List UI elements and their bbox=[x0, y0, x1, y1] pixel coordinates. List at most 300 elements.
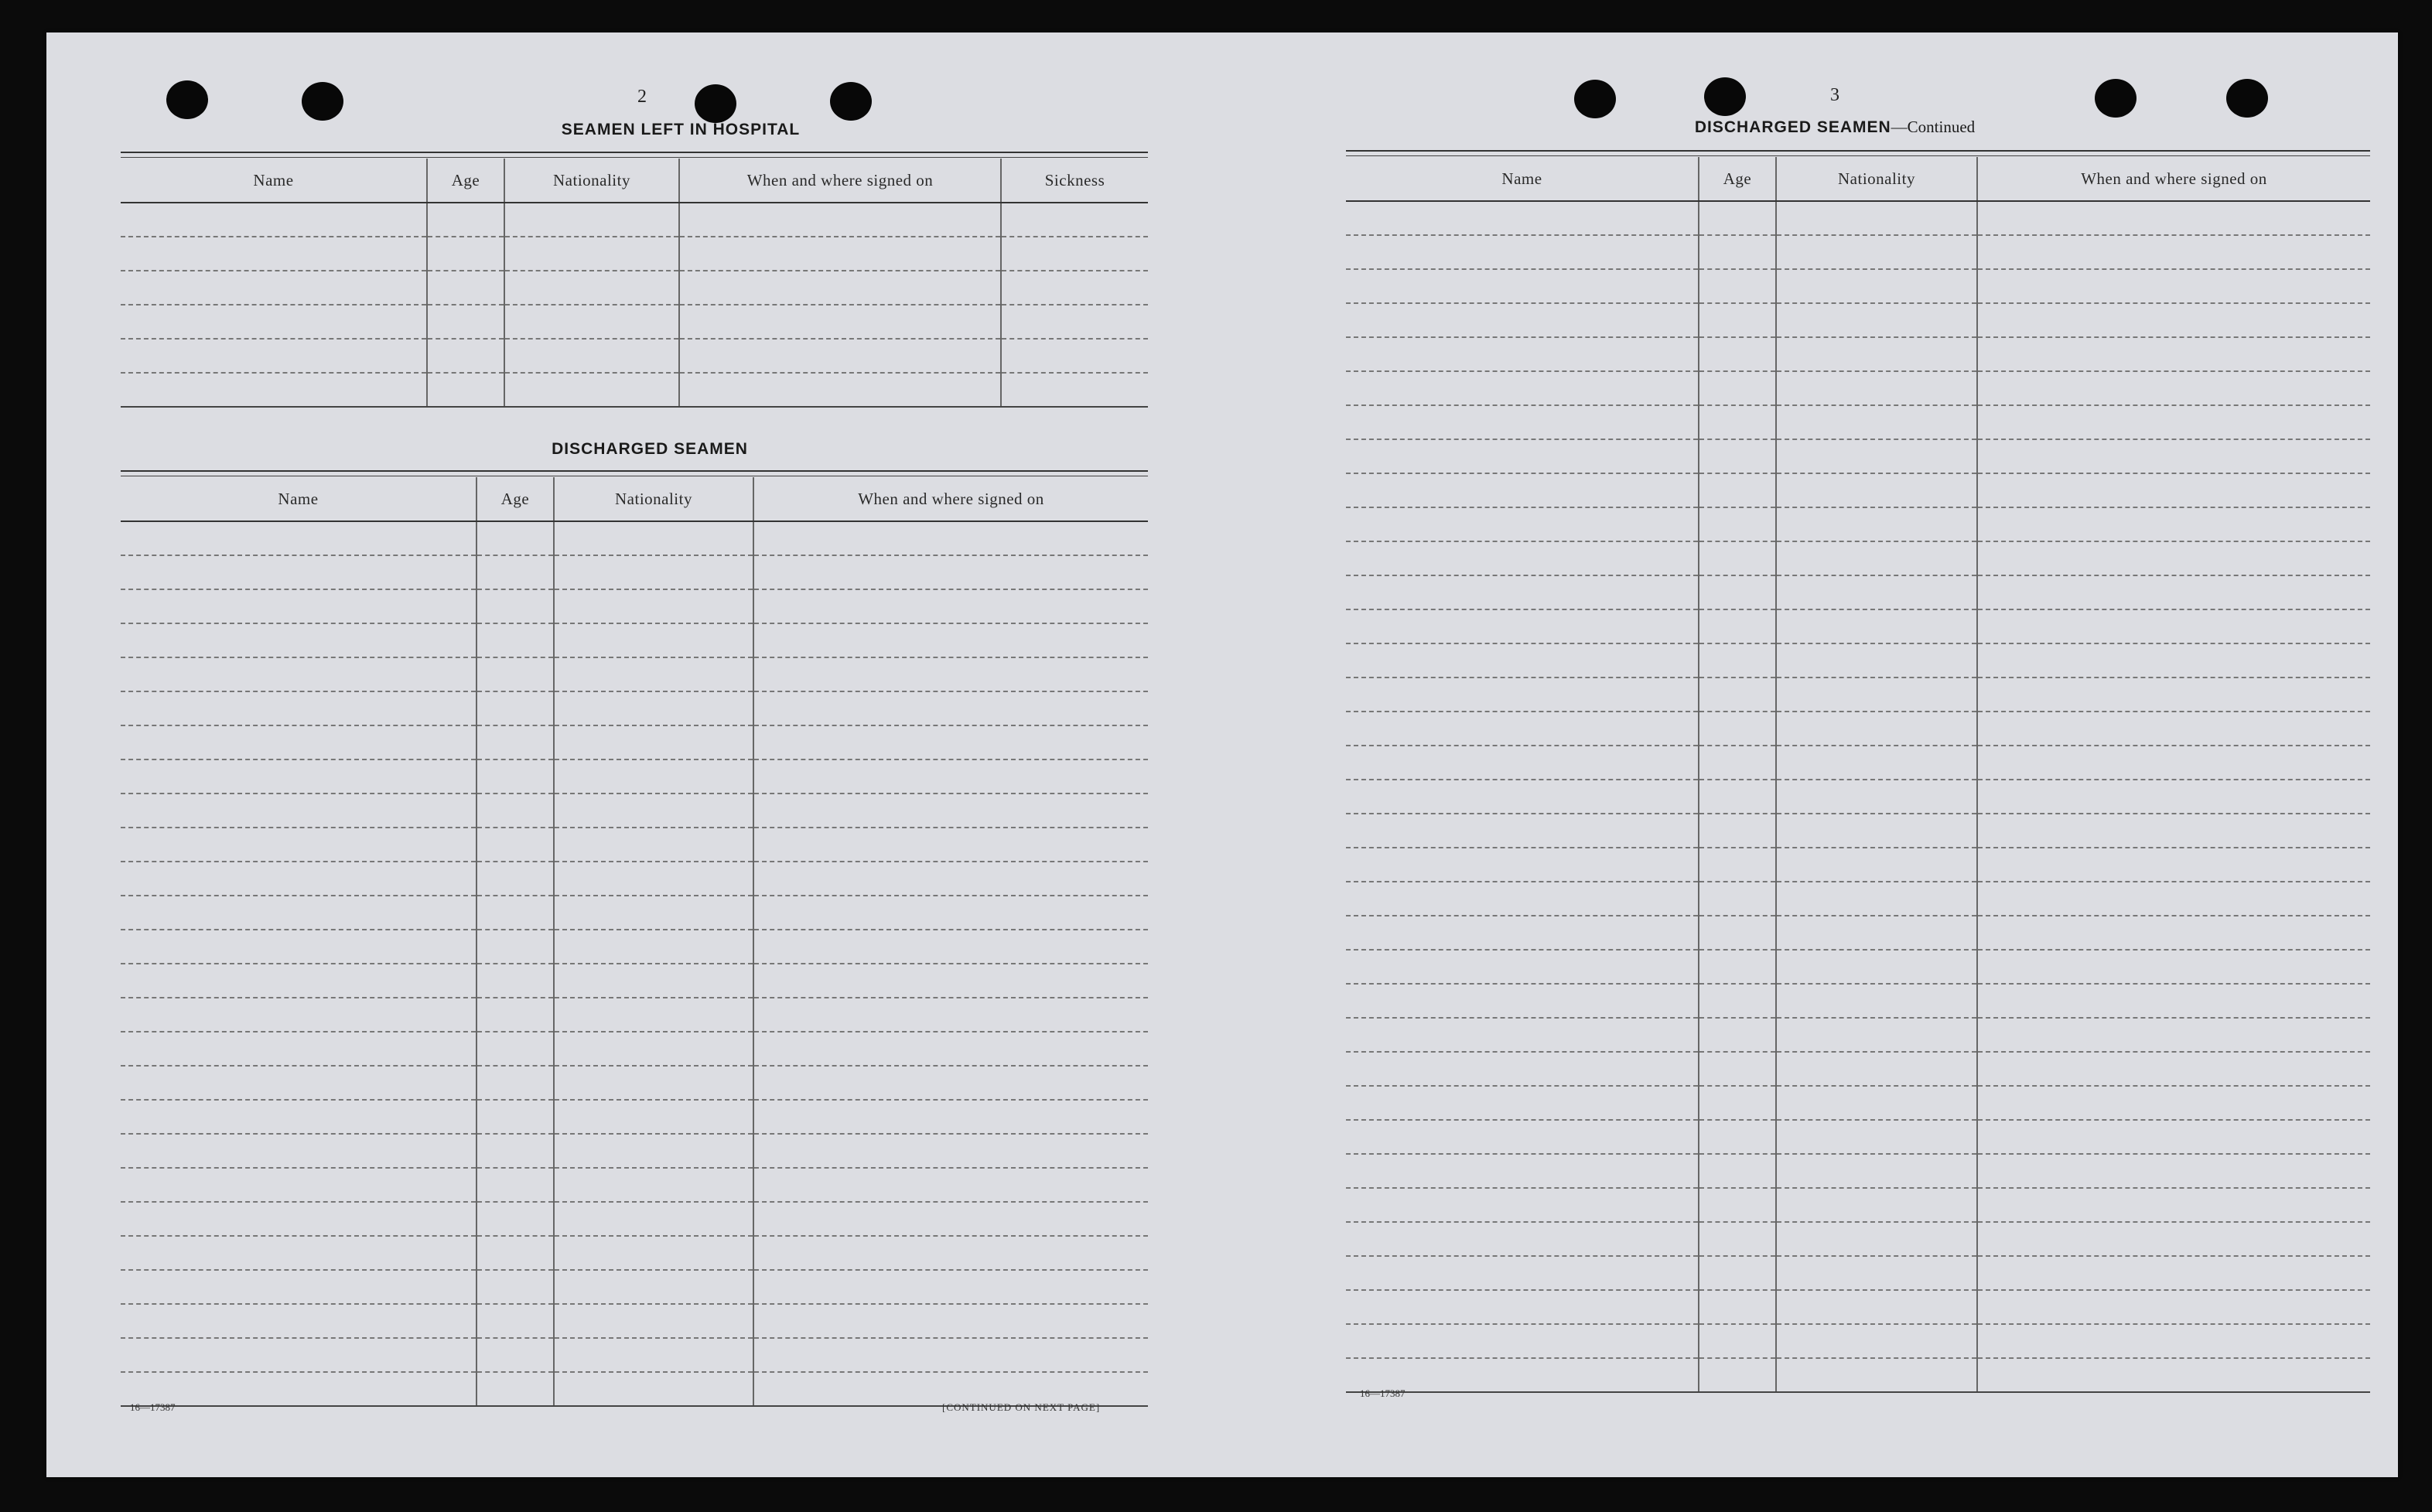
blank-entry-cell[interactable] bbox=[554, 623, 753, 657]
table-row bbox=[1346, 1290, 2370, 1324]
blank-entry-cell[interactable] bbox=[554, 930, 753, 964]
blank-entry-cell[interactable] bbox=[1699, 439, 1776, 473]
blank-entry-cell[interactable] bbox=[1776, 746, 1977, 780]
blank-entry-cell[interactable] bbox=[504, 373, 679, 407]
blank-entry-cell[interactable] bbox=[1699, 1358, 1776, 1392]
blank-entry-cell[interactable] bbox=[1699, 1188, 1776, 1222]
blank-entry-cell[interactable] bbox=[476, 1304, 554, 1338]
blank-entry-cell[interactable] bbox=[554, 555, 753, 589]
blank-entry-cell[interactable] bbox=[1699, 473, 1776, 507]
blank-entry-cell[interactable] bbox=[1776, 371, 1977, 405]
blank-entry-cell[interactable] bbox=[1776, 405, 1977, 439]
blank-entry-cell[interactable] bbox=[1699, 269, 1776, 303]
blank-entry-cell[interactable] bbox=[1977, 541, 2370, 575]
blank-entry-cell[interactable] bbox=[1699, 1052, 1776, 1086]
blank-entry-cell[interactable] bbox=[1699, 746, 1776, 780]
table-row bbox=[1346, 677, 2370, 712]
blank-entry-cell[interactable] bbox=[679, 271, 1001, 305]
blank-entry-cell[interactable] bbox=[1776, 439, 1977, 473]
blank-entry-cell[interactable] bbox=[1776, 643, 1977, 677]
blank-entry-cell[interactable] bbox=[1346, 371, 1699, 405]
blank-entry-cell[interactable] bbox=[1977, 677, 2370, 712]
blank-entry-cell[interactable] bbox=[1776, 1154, 1977, 1188]
blank-entry-cell[interactable] bbox=[1977, 1222, 2370, 1256]
blank-entry-cell[interactable] bbox=[476, 794, 554, 828]
blank-entry-cell[interactable] bbox=[1346, 814, 1699, 848]
blank-entry-cell[interactable] bbox=[1346, 1324, 1699, 1358]
blank-entry-cell[interactable] bbox=[121, 1066, 476, 1100]
blank-entry-cell[interactable] bbox=[554, 896, 753, 930]
blank-entry-cell[interactable] bbox=[554, 1134, 753, 1168]
blank-entry-cell[interactable] bbox=[476, 1066, 554, 1100]
column-header: Age bbox=[476, 477, 554, 521]
blank-entry-cell[interactable] bbox=[121, 759, 476, 794]
blank-entry-cell[interactable] bbox=[1776, 1018, 1977, 1052]
blank-entry-cell[interactable] bbox=[1776, 337, 1977, 371]
blank-entry-cell[interactable] bbox=[554, 1202, 753, 1236]
punch-hole bbox=[2226, 79, 2268, 118]
blank-entry-cell[interactable] bbox=[1346, 201, 1699, 235]
blank-entry-cell[interactable] bbox=[554, 1270, 753, 1304]
blank-entry-cell[interactable] bbox=[121, 828, 476, 862]
blank-entry-cell[interactable] bbox=[476, 759, 554, 794]
blank-entry-cell[interactable] bbox=[1699, 780, 1776, 814]
blank-entry-cell[interactable] bbox=[753, 1134, 1148, 1168]
blank-entry-cell[interactable] bbox=[504, 203, 679, 237]
blank-entry-cell[interactable] bbox=[476, 555, 554, 589]
blank-entry-cell[interactable] bbox=[1977, 643, 2370, 677]
blank-entry-cell[interactable] bbox=[121, 1134, 476, 1168]
blank-entry-cell[interactable] bbox=[1977, 1052, 2370, 1086]
hospital-table bbox=[121, 159, 1148, 408]
blank-entry-cell[interactable] bbox=[121, 271, 427, 305]
blank-entry-cell[interactable] bbox=[753, 691, 1148, 725]
blank-entry-cell[interactable] bbox=[121, 691, 476, 725]
blank-entry-cell[interactable] bbox=[1699, 848, 1776, 882]
blank-entry-cell[interactable] bbox=[1346, 1222, 1699, 1256]
blank-entry-cell[interactable] bbox=[427, 237, 504, 271]
blank-entry-cell[interactable] bbox=[554, 725, 753, 759]
blank-entry-cell[interactable] bbox=[753, 623, 1148, 657]
blank-entry-cell[interactable] bbox=[1699, 916, 1776, 950]
blank-entry-cell[interactable] bbox=[1699, 371, 1776, 405]
blank-entry-cell[interactable] bbox=[554, 1372, 753, 1406]
blank-entry-cell[interactable] bbox=[1977, 1018, 2370, 1052]
table-row bbox=[121, 1236, 1148, 1270]
blank-entry-cell[interactable] bbox=[121, 998, 476, 1032]
blank-entry-cell[interactable] bbox=[1346, 950, 1699, 984]
blank-entry-cell[interactable] bbox=[1699, 882, 1776, 916]
blank-entry-cell[interactable] bbox=[1346, 609, 1699, 643]
blank-entry-cell[interactable] bbox=[121, 1338, 476, 1372]
blank-entry-cell[interactable] bbox=[1346, 541, 1699, 575]
blank-entry-cell[interactable] bbox=[121, 555, 476, 589]
blank-entry-cell[interactable] bbox=[476, 1236, 554, 1270]
blank-entry-cell[interactable] bbox=[753, 1202, 1148, 1236]
blank-entry-cell[interactable] bbox=[476, 623, 554, 657]
table-row bbox=[121, 964, 1148, 998]
blank-entry-cell[interactable] bbox=[753, 862, 1148, 896]
blank-entry-cell[interactable] bbox=[753, 1304, 1148, 1338]
blank-entry-cell[interactable] bbox=[1001, 339, 1148, 373]
blank-entry-cell[interactable] bbox=[554, 1168, 753, 1202]
blank-entry-cell[interactable] bbox=[476, 521, 554, 555]
blank-entry-cell[interactable] bbox=[1346, 882, 1699, 916]
blank-entry-cell[interactable] bbox=[1699, 235, 1776, 269]
table-row bbox=[121, 623, 1148, 657]
blank-entry-cell[interactable] bbox=[1977, 1256, 2370, 1290]
blank-entry-cell[interactable] bbox=[1699, 677, 1776, 712]
blank-entry-cell[interactable] bbox=[1977, 201, 2370, 235]
blank-entry-cell[interactable] bbox=[1977, 916, 2370, 950]
blank-entry-cell[interactable] bbox=[554, 657, 753, 691]
discharged-title-text: DISCHARGED SEAMEN bbox=[1694, 118, 1891, 136]
blank-entry-cell[interactable] bbox=[679, 305, 1001, 339]
blank-entry-cell[interactable] bbox=[1977, 371, 2370, 405]
blank-entry-cell[interactable] bbox=[1776, 848, 1977, 882]
blank-entry-cell[interactable] bbox=[427, 203, 504, 237]
blank-entry-cell[interactable] bbox=[1776, 1222, 1977, 1256]
blank-entry-cell[interactable] bbox=[121, 1032, 476, 1066]
blank-entry-cell[interactable] bbox=[121, 930, 476, 964]
blank-entry-cell[interactable] bbox=[1977, 712, 2370, 746]
blank-entry-cell[interactable] bbox=[121, 1100, 476, 1134]
blank-entry-cell[interactable] bbox=[476, 1032, 554, 1066]
blank-entry-cell[interactable] bbox=[476, 896, 554, 930]
blank-entry-cell[interactable] bbox=[1699, 814, 1776, 848]
blank-entry-cell[interactable] bbox=[1776, 1052, 1977, 1086]
blank-entry-cell[interactable] bbox=[554, 1032, 753, 1066]
blank-entry-cell[interactable] bbox=[476, 964, 554, 998]
blank-entry-cell[interactable] bbox=[121, 1270, 476, 1304]
blank-entry-cell[interactable] bbox=[1776, 1188, 1977, 1222]
table-row bbox=[1346, 575, 2370, 609]
blank-entry-cell[interactable] bbox=[1977, 1154, 2370, 1188]
blank-entry-cell[interactable] bbox=[1699, 337, 1776, 371]
blank-entry-cell[interactable] bbox=[427, 271, 504, 305]
blank-entry-cell[interactable] bbox=[1699, 1154, 1776, 1188]
blank-entry-cell[interactable] bbox=[1699, 712, 1776, 746]
blank-entry-cell[interactable] bbox=[1346, 269, 1699, 303]
blank-entry-cell[interactable] bbox=[1776, 916, 1977, 950]
blank-entry-cell[interactable] bbox=[1977, 984, 2370, 1018]
blank-entry-cell[interactable] bbox=[1346, 473, 1699, 507]
blank-entry-cell[interactable] bbox=[554, 589, 753, 623]
blank-entry-cell[interactable] bbox=[476, 1338, 554, 1372]
blank-entry-cell[interactable] bbox=[121, 373, 427, 407]
blank-entry-cell[interactable] bbox=[1001, 203, 1148, 237]
blank-entry-cell[interactable] bbox=[1776, 1120, 1977, 1154]
blank-entry-cell[interactable] bbox=[753, 1270, 1148, 1304]
blank-entry-cell[interactable] bbox=[554, 828, 753, 862]
blank-entry-cell[interactable] bbox=[1699, 507, 1776, 541]
blank-entry-cell[interactable] bbox=[121, 589, 476, 623]
blank-entry-cell[interactable] bbox=[504, 339, 679, 373]
table-row bbox=[1346, 1324, 2370, 1358]
blank-entry-cell[interactable] bbox=[1346, 507, 1699, 541]
blank-entry-cell[interactable] bbox=[476, 930, 554, 964]
blank-entry-cell[interactable] bbox=[554, 1066, 753, 1100]
blank-entry-cell[interactable] bbox=[1776, 780, 1977, 814]
blank-entry-cell[interactable] bbox=[753, 896, 1148, 930]
blank-entry-cell[interactable] bbox=[1977, 269, 2370, 303]
blank-entry-cell[interactable] bbox=[753, 828, 1148, 862]
blank-entry-cell[interactable] bbox=[554, 1304, 753, 1338]
blank-entry-cell[interactable] bbox=[1346, 439, 1699, 473]
blank-entry-cell[interactable] bbox=[476, 1372, 554, 1406]
table-row bbox=[1346, 984, 2370, 1018]
blank-entry-cell[interactable] bbox=[1977, 882, 2370, 916]
blank-entry-cell[interactable] bbox=[1977, 950, 2370, 984]
blank-entry-cell[interactable] bbox=[753, 657, 1148, 691]
blank-entry-cell[interactable] bbox=[427, 339, 504, 373]
blank-entry-cell[interactable] bbox=[121, 237, 427, 271]
blank-entry-cell[interactable] bbox=[1001, 373, 1148, 407]
blank-entry-cell[interactable] bbox=[1776, 303, 1977, 337]
blank-entry-cell[interactable] bbox=[1977, 507, 2370, 541]
blank-entry-cell[interactable] bbox=[1977, 405, 2370, 439]
blank-entry-cell[interactable] bbox=[476, 828, 554, 862]
blank-entry-cell[interactable] bbox=[1699, 575, 1776, 609]
blank-entry-cell[interactable] bbox=[504, 271, 679, 305]
blank-entry-cell[interactable] bbox=[121, 339, 427, 373]
table-row bbox=[121, 1270, 1148, 1304]
blank-entry-cell[interactable] bbox=[1776, 984, 1977, 1018]
blank-entry-cell[interactable] bbox=[1001, 305, 1148, 339]
blank-entry-cell[interactable] bbox=[476, 589, 554, 623]
blank-entry-cell[interactable] bbox=[476, 725, 554, 759]
blank-entry-cell[interactable] bbox=[1699, 303, 1776, 337]
blank-entry-cell[interactable] bbox=[1977, 1358, 2370, 1392]
blank-entry-cell[interactable] bbox=[1977, 1290, 2370, 1324]
blank-entry-cell[interactable] bbox=[1346, 575, 1699, 609]
blank-entry-cell[interactable] bbox=[1699, 1086, 1776, 1120]
blank-entry-cell[interactable] bbox=[476, 862, 554, 896]
blank-entry-cell[interactable] bbox=[554, 1338, 753, 1372]
blank-entry-cell[interactable] bbox=[476, 1134, 554, 1168]
blank-entry-cell[interactable] bbox=[121, 964, 476, 998]
blank-entry-cell[interactable] bbox=[753, 1236, 1148, 1270]
blank-entry-cell[interactable] bbox=[753, 930, 1148, 964]
blank-entry-cell[interactable] bbox=[1776, 950, 1977, 984]
blank-entry-cell[interactable] bbox=[476, 1100, 554, 1134]
blank-entry-cell[interactable] bbox=[753, 521, 1148, 555]
blank-entry-cell[interactable] bbox=[476, 657, 554, 691]
blank-entry-cell[interactable] bbox=[554, 1100, 753, 1134]
blank-entry-cell[interactable] bbox=[1346, 848, 1699, 882]
table-row bbox=[1346, 780, 2370, 814]
blank-entry-cell[interactable] bbox=[554, 521, 753, 555]
continued-note: [CONTINUED ON NEXT PAGE] bbox=[942, 1401, 1101, 1413]
blank-entry-cell[interactable] bbox=[1776, 1256, 1977, 1290]
blank-entry-cell[interactable] bbox=[1776, 882, 1977, 916]
blank-entry-cell[interactable] bbox=[1776, 814, 1977, 848]
blank-entry-cell[interactable] bbox=[1776, 609, 1977, 643]
blank-entry-cell[interactable] bbox=[1977, 473, 2370, 507]
table-row bbox=[121, 1338, 1148, 1372]
blank-entry-cell[interactable] bbox=[1346, 1052, 1699, 1086]
blank-entry-cell[interactable] bbox=[1346, 746, 1699, 780]
blank-entry-cell[interactable] bbox=[1346, 712, 1699, 746]
blank-entry-cell[interactable] bbox=[753, 998, 1148, 1032]
blank-entry-cell[interactable] bbox=[121, 862, 476, 896]
blank-entry-cell[interactable] bbox=[121, 794, 476, 828]
table-row bbox=[1346, 1358, 2370, 1392]
blank-entry-cell[interactable] bbox=[1977, 575, 2370, 609]
table-row bbox=[1346, 950, 2370, 984]
blank-entry-cell[interactable] bbox=[1776, 1086, 1977, 1120]
blank-entry-cell[interactable] bbox=[1776, 1358, 1977, 1392]
blank-entry-cell[interactable] bbox=[1346, 1188, 1699, 1222]
blank-entry-cell[interactable] bbox=[753, 1100, 1148, 1134]
blank-entry-cell[interactable] bbox=[1977, 1324, 2370, 1358]
blank-entry-cell[interactable] bbox=[1977, 337, 2370, 371]
blank-entry-cell[interactable] bbox=[1977, 814, 2370, 848]
blank-entry-cell[interactable] bbox=[121, 1168, 476, 1202]
blank-entry-cell[interactable] bbox=[753, 1168, 1148, 1202]
blank-entry-cell[interactable] bbox=[121, 896, 476, 930]
blank-entry-cell[interactable] bbox=[1776, 269, 1977, 303]
table-row bbox=[121, 339, 1148, 373]
blank-entry-cell[interactable] bbox=[1699, 950, 1776, 984]
blank-entry-cell[interactable] bbox=[1699, 541, 1776, 575]
blank-entry-cell[interactable] bbox=[1001, 237, 1148, 271]
blank-entry-cell[interactable] bbox=[121, 305, 427, 339]
blank-entry-cell[interactable] bbox=[1977, 1120, 2370, 1154]
blank-entry-cell[interactable] bbox=[753, 725, 1148, 759]
blank-entry-cell[interactable] bbox=[1699, 643, 1776, 677]
blank-entry-cell[interactable] bbox=[1699, 201, 1776, 235]
blank-entry-cell[interactable] bbox=[1699, 1324, 1776, 1358]
table-row bbox=[121, 271, 1148, 305]
blank-entry-cell[interactable] bbox=[1977, 746, 2370, 780]
blank-entry-cell[interactable] bbox=[1977, 1188, 2370, 1222]
blank-entry-cell[interactable] bbox=[504, 237, 679, 271]
punch-hole bbox=[695, 84, 736, 123]
blank-entry-cell[interactable] bbox=[1977, 235, 2370, 269]
blank-entry-cell[interactable] bbox=[1346, 1256, 1699, 1290]
blank-entry-cell[interactable] bbox=[1346, 916, 1699, 950]
blank-entry-cell[interactable] bbox=[1699, 984, 1776, 1018]
blank-entry-cell[interactable] bbox=[1346, 1086, 1699, 1120]
continued-suffix: —Continued bbox=[1891, 118, 1976, 136]
blank-entry-cell[interactable] bbox=[554, 794, 753, 828]
blank-entry-cell[interactable] bbox=[121, 725, 476, 759]
blank-entry-cell[interactable] bbox=[1776, 1290, 1977, 1324]
blank-entry-cell[interactable] bbox=[1346, 984, 1699, 1018]
blank-entry-cell[interactable] bbox=[476, 691, 554, 725]
blank-entry-cell[interactable] bbox=[1977, 1086, 2370, 1120]
blank-entry-cell[interactable] bbox=[1699, 1290, 1776, 1324]
blank-entry-cell[interactable] bbox=[1346, 1154, 1699, 1188]
blank-entry-cell[interactable] bbox=[476, 1168, 554, 1202]
blank-entry-cell[interactable] bbox=[1977, 780, 2370, 814]
blank-entry-cell[interactable] bbox=[554, 998, 753, 1032]
blank-entry-cell[interactable] bbox=[1977, 303, 2370, 337]
blank-entry-cell[interactable] bbox=[1346, 1018, 1699, 1052]
blank-entry-cell[interactable] bbox=[427, 305, 504, 339]
blank-entry-cell[interactable] bbox=[554, 759, 753, 794]
blank-entry-cell[interactable] bbox=[121, 1304, 476, 1338]
blank-entry-cell[interactable] bbox=[554, 1236, 753, 1270]
blank-entry-cell[interactable] bbox=[1977, 848, 2370, 882]
blank-entry-cell[interactable] bbox=[1776, 235, 1977, 269]
blank-entry-cell[interactable] bbox=[476, 1202, 554, 1236]
blank-entry-cell[interactable] bbox=[679, 237, 1001, 271]
table-row bbox=[121, 862, 1148, 896]
table-row bbox=[1346, 746, 2370, 780]
table-row bbox=[121, 657, 1148, 691]
blank-entry-cell[interactable] bbox=[1977, 609, 2370, 643]
blank-entry-cell[interactable] bbox=[1346, 1120, 1699, 1154]
blank-entry-cell[interactable] bbox=[476, 1270, 554, 1304]
blank-entry-cell[interactable] bbox=[121, 623, 476, 657]
blank-entry-cell[interactable] bbox=[1699, 1120, 1776, 1154]
blank-entry-cell[interactable] bbox=[1776, 575, 1977, 609]
table-row bbox=[1346, 1086, 2370, 1120]
blank-entry-cell[interactable] bbox=[1699, 609, 1776, 643]
blank-entry-cell[interactable] bbox=[679, 373, 1001, 407]
blank-entry-cell[interactable] bbox=[1776, 201, 1977, 235]
blank-entry-cell[interactable] bbox=[753, 555, 1148, 589]
blank-entry-cell[interactable] bbox=[1346, 1290, 1699, 1324]
blank-entry-cell[interactable] bbox=[753, 589, 1148, 623]
blank-entry-cell[interactable] bbox=[121, 657, 476, 691]
blank-entry-cell[interactable] bbox=[554, 691, 753, 725]
blank-entry-cell[interactable] bbox=[1346, 303, 1699, 337]
blank-entry-cell[interactable] bbox=[1001, 271, 1148, 305]
blank-entry-cell[interactable] bbox=[121, 521, 476, 555]
blank-entry-cell[interactable] bbox=[753, 1066, 1148, 1100]
blank-entry-cell[interactable] bbox=[427, 373, 504, 407]
blank-entry-cell[interactable] bbox=[679, 203, 1001, 237]
blank-entry-cell[interactable] bbox=[753, 794, 1148, 828]
blank-entry-cell[interactable] bbox=[1776, 712, 1977, 746]
blank-entry-cell[interactable] bbox=[1776, 677, 1977, 712]
blank-entry-cell[interactable] bbox=[1699, 1256, 1776, 1290]
blank-entry-cell[interactable] bbox=[1776, 507, 1977, 541]
blank-entry-cell[interactable] bbox=[121, 203, 427, 237]
blank-entry-cell[interactable] bbox=[1776, 1324, 1977, 1358]
blank-entry-cell[interactable] bbox=[1346, 337, 1699, 371]
blank-entry-cell[interactable] bbox=[554, 964, 753, 998]
blank-entry-cell[interactable] bbox=[679, 339, 1001, 373]
blank-entry-cell[interactable] bbox=[504, 305, 679, 339]
blank-entry-cell[interactable] bbox=[753, 1032, 1148, 1066]
blank-entry-cell[interactable] bbox=[1346, 677, 1699, 712]
blank-entry-cell[interactable] bbox=[1346, 405, 1699, 439]
blank-entry-cell[interactable] bbox=[1776, 541, 1977, 575]
blank-entry-cell[interactable] bbox=[1346, 780, 1699, 814]
blank-entry-cell[interactable] bbox=[554, 862, 753, 896]
blank-entry-cell[interactable] bbox=[476, 998, 554, 1032]
blank-entry-cell[interactable] bbox=[1346, 235, 1699, 269]
blank-entry-cell[interactable] bbox=[1776, 473, 1977, 507]
discharged-continued-table bbox=[1346, 157, 2370, 1393]
column-header: Name bbox=[121, 159, 427, 203]
blank-entry-cell[interactable] bbox=[1699, 1018, 1776, 1052]
blank-entry-cell[interactable] bbox=[121, 1236, 476, 1270]
blank-entry-cell[interactable] bbox=[1346, 643, 1699, 677]
blank-entry-cell[interactable] bbox=[753, 964, 1148, 998]
blank-entry-cell[interactable] bbox=[121, 1202, 476, 1236]
column-header: Age bbox=[427, 159, 504, 203]
blank-entry-cell[interactable] bbox=[753, 759, 1148, 794]
blank-entry-cell[interactable] bbox=[753, 1338, 1148, 1372]
blank-entry-cell[interactable] bbox=[1977, 439, 2370, 473]
blank-entry-cell[interactable] bbox=[1699, 405, 1776, 439]
blank-entry-cell[interactable] bbox=[1699, 1222, 1776, 1256]
